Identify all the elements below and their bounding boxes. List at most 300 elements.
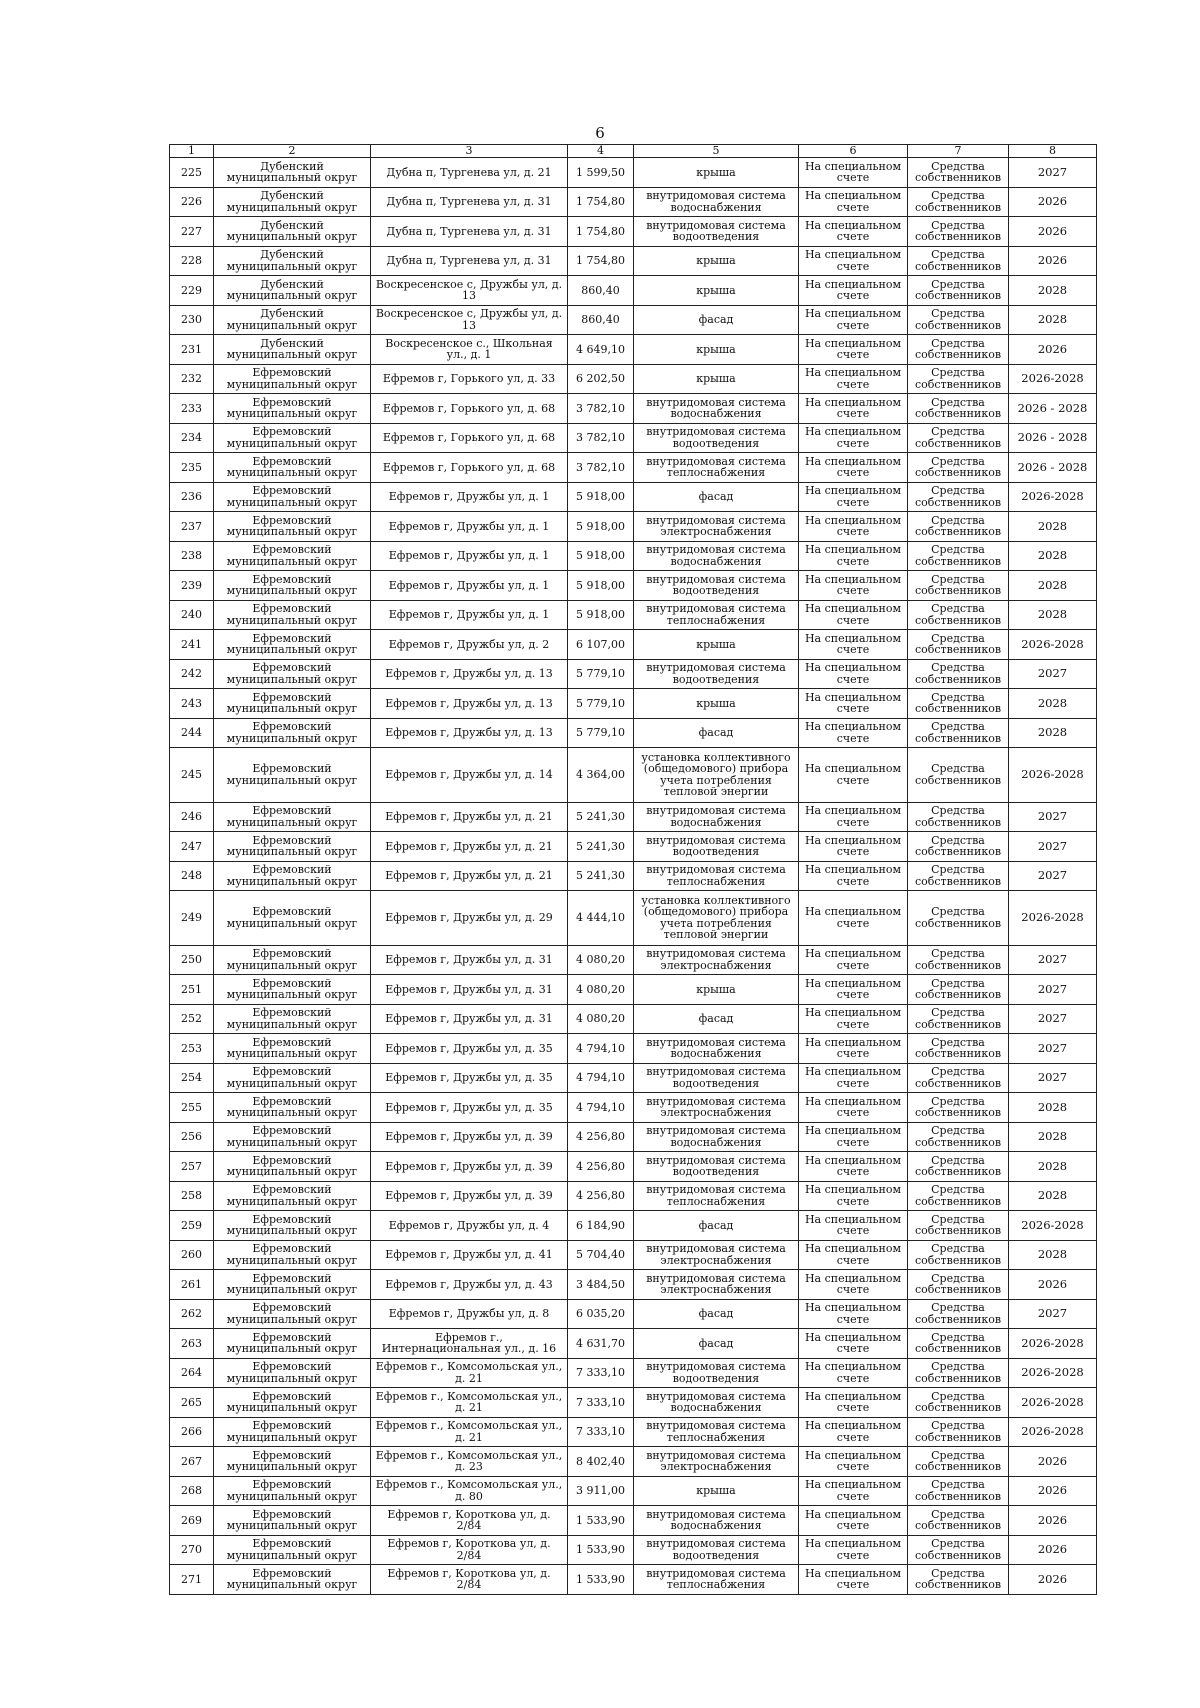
work-type-cell: внутридомовая система электроснабжения <box>634 1270 799 1300</box>
district-cell: Ефремовский муниципальный округ <box>214 1063 371 1093</box>
funding-source-cell: Средства собственников <box>908 1270 1009 1300</box>
district-cell: Ефремовский муниципальный округ <box>214 512 371 542</box>
area-cell: 5 241,30 <box>568 802 634 832</box>
column-header: 3 <box>371 145 568 158</box>
funding-source-cell: Средства собственников <box>908 689 1009 719</box>
work-type-cell: установка коллективного (общедомового) прибора учета потребления тепловой энергии <box>634 891 799 946</box>
address-cell: Ефремов г, Горького ул, д. 68 <box>371 453 568 483</box>
table-row <box>170 276 1097 306</box>
district-cell: Ефремовский муниципальный округ <box>214 975 371 1005</box>
funding-source-cell: Средства собственников <box>908 423 1009 453</box>
address-cell: Ефремов г, Дружбы ул, д. 41 <box>371 1240 568 1270</box>
table-row <box>170 1122 1097 1152</box>
area-cell: 5 918,00 <box>568 600 634 630</box>
period-cell: 2026 <box>1009 1476 1097 1506</box>
period-cell: 2027 <box>1009 832 1097 862</box>
period-cell: 2026-2028 <box>1009 1388 1097 1418</box>
row-number-cell: 233 <box>170 394 214 424</box>
fund-account-cell: На специальном счете <box>799 158 908 188</box>
funding-source-cell: Средства собственников <box>908 945 1009 975</box>
area-cell: 5 241,30 <box>568 861 634 891</box>
funding-source-cell: Средства собственников <box>908 659 1009 689</box>
period-cell: 2027 <box>1009 1004 1097 1034</box>
table-row <box>170 689 1097 719</box>
area-cell: 5 704,40 <box>568 1240 634 1270</box>
repair-register-table <box>169 144 1097 1595</box>
address-cell: Ефремов г, Дружбы ул, д. 1 <box>371 571 568 601</box>
funding-source-cell: Средства собственников <box>908 1211 1009 1241</box>
district-cell: Ефремовский муниципальный округ <box>214 394 371 424</box>
funding-source-cell: Средства собственников <box>908 1152 1009 1182</box>
table-row <box>170 246 1097 276</box>
funding-source-cell: Средства собственников <box>908 1388 1009 1418</box>
fund-account-cell: На специальном счете <box>799 1211 908 1241</box>
table-row <box>170 394 1097 424</box>
fund-account-cell: На специальном счете <box>799 482 908 512</box>
period-cell: 2026 <box>1009 1565 1097 1595</box>
table-row <box>170 482 1097 512</box>
table-row <box>170 305 1097 335</box>
funding-source-cell: Средства собственников <box>908 276 1009 306</box>
table-row <box>170 832 1097 862</box>
row-number-cell: 259 <box>170 1211 214 1241</box>
row-number-cell: 239 <box>170 571 214 601</box>
column-header: 7 <box>908 145 1009 158</box>
table-row <box>170 1063 1097 1093</box>
period-cell: 2026 <box>1009 1270 1097 1300</box>
period-cell: 2026-2028 <box>1009 630 1097 660</box>
work-type-cell: внутридомовая система водоснабжения <box>634 1034 799 1064</box>
funding-source-cell: Средства собственников <box>908 1093 1009 1123</box>
table-row <box>170 1565 1097 1595</box>
funding-source-cell: Средства собственников <box>908 187 1009 217</box>
work-type-cell: внутридомовая система теплоснабжения <box>634 1565 799 1595</box>
address-cell: Ефремов г, Горького ул, д. 33 <box>371 364 568 394</box>
work-type-cell: фасад <box>634 1211 799 1241</box>
work-type-cell: внутридомовая система водоснабжения <box>634 541 799 571</box>
address-cell: Дубна п, Тургенева ул, д. 31 <box>371 187 568 217</box>
table-row <box>170 659 1097 689</box>
area-cell: 7 333,10 <box>568 1388 634 1418</box>
funding-source-cell: Средства собственников <box>908 891 1009 946</box>
table-row <box>170 335 1097 365</box>
table-row <box>170 1240 1097 1270</box>
district-cell: Ефремовский муниципальный округ <box>214 1004 371 1034</box>
fund-account-cell: На специальном счете <box>799 1152 908 1182</box>
row-number-cell: 261 <box>170 1270 214 1300</box>
work-type-cell: внутридомовая система водоотведения <box>634 832 799 862</box>
address-cell: Ефремов г, Дружбы ул, д. 39 <box>371 1181 568 1211</box>
area-cell: 4 794,10 <box>568 1034 634 1064</box>
funding-source-cell: Средства собственников <box>908 1063 1009 1093</box>
period-cell: 2026-2028 <box>1009 1358 1097 1388</box>
funding-source-cell: Средства собственников <box>908 1506 1009 1536</box>
district-cell: Ефремовский муниципальный округ <box>214 630 371 660</box>
funding-source-cell: Средства собственников <box>908 1181 1009 1211</box>
fund-account-cell: На специальном счете <box>799 453 908 483</box>
area-cell: 3 782,10 <box>568 453 634 483</box>
row-number-cell: 225 <box>170 158 214 188</box>
district-cell: Ефремовский муниципальный округ <box>214 1299 371 1329</box>
district-cell: Ефремовский муниципальный округ <box>214 1388 371 1418</box>
address-cell: Ефремов г, Короткова ул, д. 2/84 <box>371 1535 568 1565</box>
row-number-cell: 264 <box>170 1358 214 1388</box>
row-number-cell: 236 <box>170 482 214 512</box>
funding-source-cell: Средства собственников <box>908 630 1009 660</box>
period-cell: 2027 <box>1009 861 1097 891</box>
fund-account-cell: На специальном счете <box>799 1034 908 1064</box>
table-row <box>170 975 1097 1005</box>
funding-source-cell: Средства собственников <box>908 600 1009 630</box>
period-cell: 2028 <box>1009 512 1097 542</box>
funding-source-cell: Средства собственников <box>908 158 1009 188</box>
area-cell: 5 918,00 <box>568 571 634 601</box>
funding-source-cell: Средства собственников <box>908 217 1009 247</box>
address-cell: Ефремов г, Дружбы ул, д. 31 <box>371 975 568 1005</box>
table-row <box>170 187 1097 217</box>
work-type-cell: внутридомовая система водоснабжения <box>634 802 799 832</box>
address-cell: Ефремов г, Дружбы ул, д. 8 <box>371 1299 568 1329</box>
district-cell: Ефремовский муниципальный округ <box>214 1093 371 1123</box>
row-number-cell: 229 <box>170 276 214 306</box>
fund-account-cell: На специальном счете <box>799 217 908 247</box>
work-type-cell: фасад <box>634 1329 799 1359</box>
funding-source-cell: Средства собственников <box>908 1476 1009 1506</box>
area-cell: 4 080,20 <box>568 1004 634 1034</box>
work-type-cell: установка коллективного (общедомового) прибора учета потребления тепловой энергии <box>634 748 799 803</box>
period-cell: 2027 <box>1009 1063 1097 1093</box>
period-cell: 2026 - 2028 <box>1009 453 1097 483</box>
district-cell: Дубенский муниципальный округ <box>214 158 371 188</box>
row-number-cell: 270 <box>170 1535 214 1565</box>
district-cell: Ефремовский муниципальный округ <box>214 718 371 748</box>
fund-account-cell: На специальном счете <box>799 1506 908 1536</box>
table-row <box>170 1535 1097 1565</box>
row-number-cell: 247 <box>170 832 214 862</box>
area-cell: 1 533,90 <box>568 1535 634 1565</box>
address-cell: Ефремов г, Дружбы ул, д. 35 <box>371 1093 568 1123</box>
district-cell: Ефремовский муниципальный округ <box>214 1152 371 1182</box>
district-cell: Ефремовский муниципальный округ <box>214 1240 371 1270</box>
funding-source-cell: Средства собственников <box>908 1122 1009 1152</box>
fund-account-cell: На специальном счете <box>799 1417 908 1447</box>
work-type-cell: внутридомовая система электроснабжения <box>634 945 799 975</box>
funding-source-cell: Средства собственников <box>908 802 1009 832</box>
row-number-cell: 246 <box>170 802 214 832</box>
period-cell: 2026 - 2028 <box>1009 423 1097 453</box>
work-type-cell: внутридомовая система водоотведения <box>634 1152 799 1182</box>
address-cell: Ефремов г, Дружбы ул, д. 1 <box>371 600 568 630</box>
table-row <box>170 1270 1097 1300</box>
table-row <box>170 1004 1097 1034</box>
area-cell: 4 256,80 <box>568 1152 634 1182</box>
work-type-cell: внутридомовая система водоснабжения <box>634 1506 799 1536</box>
district-cell: Ефремовский муниципальный округ <box>214 1565 371 1595</box>
row-number-cell: 251 <box>170 975 214 1005</box>
district-cell: Ефремовский муниципальный округ <box>214 571 371 601</box>
period-cell: 2026 <box>1009 1447 1097 1477</box>
table-row <box>170 453 1097 483</box>
funding-source-cell: Средства собственников <box>908 1329 1009 1359</box>
address-cell: Ефремов г, Дружбы ул, д. 13 <box>371 659 568 689</box>
period-cell: 2028 <box>1009 689 1097 719</box>
period-cell: 2027 <box>1009 945 1097 975</box>
area-cell: 4 364,00 <box>568 748 634 803</box>
district-cell: Ефремовский муниципальный округ <box>214 1506 371 1536</box>
row-number-cell: 267 <box>170 1447 214 1477</box>
period-cell: 2028 <box>1009 305 1097 335</box>
address-cell: Ефремов г., Интернациональная ул., д. 16 <box>371 1329 568 1359</box>
area-cell: 5 779,10 <box>568 689 634 719</box>
period-cell: 2028 <box>1009 600 1097 630</box>
district-cell: Ефремовский муниципальный округ <box>214 600 371 630</box>
work-type-cell: внутридомовая система теплоснабжения <box>634 453 799 483</box>
area-cell: 5 241,30 <box>568 832 634 862</box>
period-cell: 2027 <box>1009 659 1097 689</box>
area-cell: 3 782,10 <box>568 423 634 453</box>
district-cell: Дубенский муниципальный округ <box>214 246 371 276</box>
work-type-cell: крыша <box>634 975 799 1005</box>
period-cell: 2026 - 2028 <box>1009 394 1097 424</box>
fund-account-cell: На специальном счете <box>799 1358 908 1388</box>
district-cell: Ефремовский муниципальный округ <box>214 861 371 891</box>
address-cell: Ефремов г, Дружбы ул, д. 21 <box>371 861 568 891</box>
row-number-cell: 262 <box>170 1299 214 1329</box>
address-cell: Ефремов г, Дружбы ул, д. 21 <box>371 832 568 862</box>
table-row <box>170 1417 1097 1447</box>
address-cell: Ефремов г, Дружбы ул, д. 35 <box>371 1063 568 1093</box>
address-cell: Ефремов г., Комсомольская ул., д. 21 <box>371 1358 568 1388</box>
area-cell: 3 911,00 <box>568 1476 634 1506</box>
work-type-cell: внутридомовая система водоотведения <box>634 659 799 689</box>
period-cell: 2026-2028 <box>1009 1211 1097 1241</box>
work-type-cell: внутридомовая система теплоснабжения <box>634 600 799 630</box>
work-type-cell: фасад <box>634 482 799 512</box>
table-row <box>170 1388 1097 1418</box>
period-cell: 2026-2028 <box>1009 748 1097 803</box>
fund-account-cell: На специальном счете <box>799 1063 908 1093</box>
area-cell: 1 533,90 <box>568 1565 634 1595</box>
funding-source-cell: Средства собственников <box>908 394 1009 424</box>
table-row <box>170 861 1097 891</box>
period-cell: 2026-2028 <box>1009 1417 1097 1447</box>
area-cell: 4 256,80 <box>568 1181 634 1211</box>
period-cell: 2026 <box>1009 187 1097 217</box>
period-cell: 2026 <box>1009 217 1097 247</box>
work-type-cell: внутридомовая система водоснабжения <box>634 1388 799 1418</box>
row-number-cell: 249 <box>170 891 214 946</box>
funding-source-cell: Средства собственников <box>908 541 1009 571</box>
table-row <box>170 1034 1097 1064</box>
work-type-cell: внутридомовая система электроснабжения <box>634 512 799 542</box>
district-cell: Ефремовский муниципальный округ <box>214 1358 371 1388</box>
funding-source-cell: Средства собственников <box>908 364 1009 394</box>
row-number-cell: 232 <box>170 364 214 394</box>
fund-account-cell: На специальном счете <box>799 1329 908 1359</box>
funding-source-cell: Средства собственников <box>908 1299 1009 1329</box>
period-cell: 2026-2028 <box>1009 1329 1097 1359</box>
period-cell: 2028 <box>1009 571 1097 601</box>
address-cell: Ефремов г, Дружбы ул, д. 35 <box>371 1034 568 1064</box>
fund-account-cell: На специальном счете <box>799 861 908 891</box>
work-type-cell: внутридомовая система водоснабжения <box>634 394 799 424</box>
row-number-cell: 228 <box>170 246 214 276</box>
table-row <box>170 748 1097 803</box>
table-row <box>170 1181 1097 1211</box>
funding-source-cell: Средства собственников <box>908 1004 1009 1034</box>
row-number-cell: 255 <box>170 1093 214 1123</box>
work-type-cell: внутридомовая система водоотведения <box>634 571 799 601</box>
address-cell: Ефремов г, Дружбы ул, д. 4 <box>371 1211 568 1241</box>
address-cell: Ефремов г., Комсомольская ул., д. 21 <box>371 1388 568 1418</box>
area-cell: 4 080,20 <box>568 975 634 1005</box>
row-number-cell: 237 <box>170 512 214 542</box>
row-number-cell: 245 <box>170 748 214 803</box>
table-row <box>170 1152 1097 1182</box>
table-row <box>170 1211 1097 1241</box>
row-number-cell: 226 <box>170 187 214 217</box>
district-cell: Ефремовский муниципальный округ <box>214 1122 371 1152</box>
row-number-cell: 256 <box>170 1122 214 1152</box>
work-type-cell: внутридомовая система электроснабжения <box>634 1093 799 1123</box>
row-number-cell: 268 <box>170 1476 214 1506</box>
table-row <box>170 600 1097 630</box>
row-number-cell: 242 <box>170 659 214 689</box>
row-number-cell: 244 <box>170 718 214 748</box>
work-type-cell: внутридомовая система теплоснабжения <box>634 861 799 891</box>
district-cell: Ефремовский муниципальный округ <box>214 482 371 512</box>
area-cell: 1 599,50 <box>568 158 634 188</box>
fund-account-cell: На специальном счете <box>799 423 908 453</box>
area-cell: 6 035,20 <box>568 1299 634 1329</box>
funding-source-cell: Средства собственников <box>908 1358 1009 1388</box>
area-cell: 5 918,00 <box>568 482 634 512</box>
district-cell: Дубенский муниципальный округ <box>214 305 371 335</box>
period-cell: 2028 <box>1009 1152 1097 1182</box>
area-cell: 5 918,00 <box>568 541 634 571</box>
row-number-cell: 238 <box>170 541 214 571</box>
address-cell: Ефремов г., Комсомольская ул., д. 21 <box>371 1417 568 1447</box>
row-number-cell: 231 <box>170 335 214 365</box>
area-cell: 860,40 <box>568 276 634 306</box>
area-cell: 8 402,40 <box>568 1447 634 1477</box>
row-number-cell: 263 <box>170 1329 214 1359</box>
funding-source-cell: Средства собственников <box>908 1535 1009 1565</box>
address-cell: Дубна п, Тургенева ул, д. 31 <box>371 217 568 247</box>
fund-account-cell: На специальном счете <box>799 1299 908 1329</box>
area-cell: 4 649,10 <box>568 335 634 365</box>
column-header: 4 <box>568 145 634 158</box>
row-number-cell: 271 <box>170 1565 214 1595</box>
district-cell: Ефремовский муниципальный округ <box>214 748 371 803</box>
table-row <box>170 423 1097 453</box>
address-cell: Ефремов г, Дружбы ул, д. 13 <box>371 718 568 748</box>
address-cell: Ефремов г, Дружбы ул, д. 31 <box>371 945 568 975</box>
fund-account-cell: На специальном счете <box>799 718 908 748</box>
fund-account-cell: На специальном счете <box>799 1240 908 1270</box>
row-number-cell: 269 <box>170 1506 214 1536</box>
work-type-cell: крыша <box>634 689 799 719</box>
row-number-cell: 227 <box>170 217 214 247</box>
fund-account-cell: На специальном счете <box>799 1181 908 1211</box>
area-cell: 1 754,80 <box>568 217 634 247</box>
period-cell: 2026-2028 <box>1009 364 1097 394</box>
work-type-cell: крыша <box>634 158 799 188</box>
fund-account-cell: На специальном счете <box>799 1093 908 1123</box>
address-cell: Ефремов г, Дружбы ул, д. 43 <box>371 1270 568 1300</box>
work-type-cell: внутридомовая система водоотведения <box>634 423 799 453</box>
address-cell: Ефремов г, Дружбы ул, д. 1 <box>371 512 568 542</box>
work-type-cell: внутридомовая система водоснабжения <box>634 1122 799 1152</box>
header-row <box>170 145 1097 158</box>
district-cell: Ефремовский муниципальный округ <box>214 1181 371 1211</box>
district-cell: Ефремовский муниципальный округ <box>214 1535 371 1565</box>
table-row <box>170 1093 1097 1123</box>
area-cell: 4 794,10 <box>568 1093 634 1123</box>
district-cell: Ефремовский муниципальный округ <box>214 1417 371 1447</box>
fund-account-cell: На специальном счете <box>799 1565 908 1595</box>
period-cell: 2027 <box>1009 158 1097 188</box>
district-cell: Ефремовский муниципальный округ <box>214 1447 371 1477</box>
period-cell: 2027 <box>1009 1034 1097 1064</box>
district-cell: Дубенский муниципальный округ <box>214 187 371 217</box>
table-row <box>170 1506 1097 1536</box>
period-cell: 2027 <box>1009 975 1097 1005</box>
period-cell: 2028 <box>1009 1240 1097 1270</box>
area-cell: 6 184,90 <box>568 1211 634 1241</box>
work-type-cell: внутридомовая система водоотведения <box>634 1535 799 1565</box>
work-type-cell: внутридомовая система электроснабжения <box>634 1447 799 1477</box>
area-cell: 4 256,80 <box>568 1122 634 1152</box>
fund-account-cell: На специальном счете <box>799 945 908 975</box>
funding-source-cell: Средства собственников <box>908 1240 1009 1270</box>
district-cell: Ефремовский муниципальный округ <box>214 453 371 483</box>
fund-account-cell: На специальном счете <box>799 335 908 365</box>
fund-account-cell: На специальном счете <box>799 748 908 803</box>
district-cell: Ефремовский муниципальный округ <box>214 1329 371 1359</box>
area-cell: 1 754,80 <box>568 246 634 276</box>
area-cell: 6 107,00 <box>568 630 634 660</box>
address-cell: Ефремов г, Дружбы ул, д. 13 <box>371 689 568 719</box>
funding-source-cell: Средства собственников <box>908 1447 1009 1477</box>
area-cell: 5 918,00 <box>568 512 634 542</box>
district-cell: Дубенский муниципальный округ <box>214 217 371 247</box>
district-cell: Ефремовский муниципальный округ <box>214 891 371 946</box>
row-number-cell: 241 <box>170 630 214 660</box>
area-cell: 860,40 <box>568 305 634 335</box>
page-number: 6 <box>595 124 605 142</box>
fund-account-cell: На специальном счете <box>799 975 908 1005</box>
period-cell: 2026-2028 <box>1009 891 1097 946</box>
work-type-cell: внутридомовая система водоотведения <box>634 1358 799 1388</box>
district-cell: Ефремовский муниципальный округ <box>214 1034 371 1064</box>
address-cell: Ефремов г, Горького ул, д. 68 <box>371 394 568 424</box>
table-row <box>170 541 1097 571</box>
address-cell: Ефремов г, Дружбы ул, д. 39 <box>371 1122 568 1152</box>
row-number-cell: 230 <box>170 305 214 335</box>
fund-account-cell: На специальном счете <box>799 659 908 689</box>
row-number-cell: 243 <box>170 689 214 719</box>
period-cell: 2027 <box>1009 1299 1097 1329</box>
address-cell: Ефремов г, Дружбы ул, д. 29 <box>371 891 568 946</box>
funding-source-cell: Средства собственников <box>908 1034 1009 1064</box>
row-number-cell: 234 <box>170 423 214 453</box>
row-number-cell: 254 <box>170 1063 214 1093</box>
table-row <box>170 1476 1097 1506</box>
row-number-cell: 257 <box>170 1152 214 1182</box>
period-cell: 2026 <box>1009 1506 1097 1536</box>
fund-account-cell: На специальном счете <box>799 832 908 862</box>
